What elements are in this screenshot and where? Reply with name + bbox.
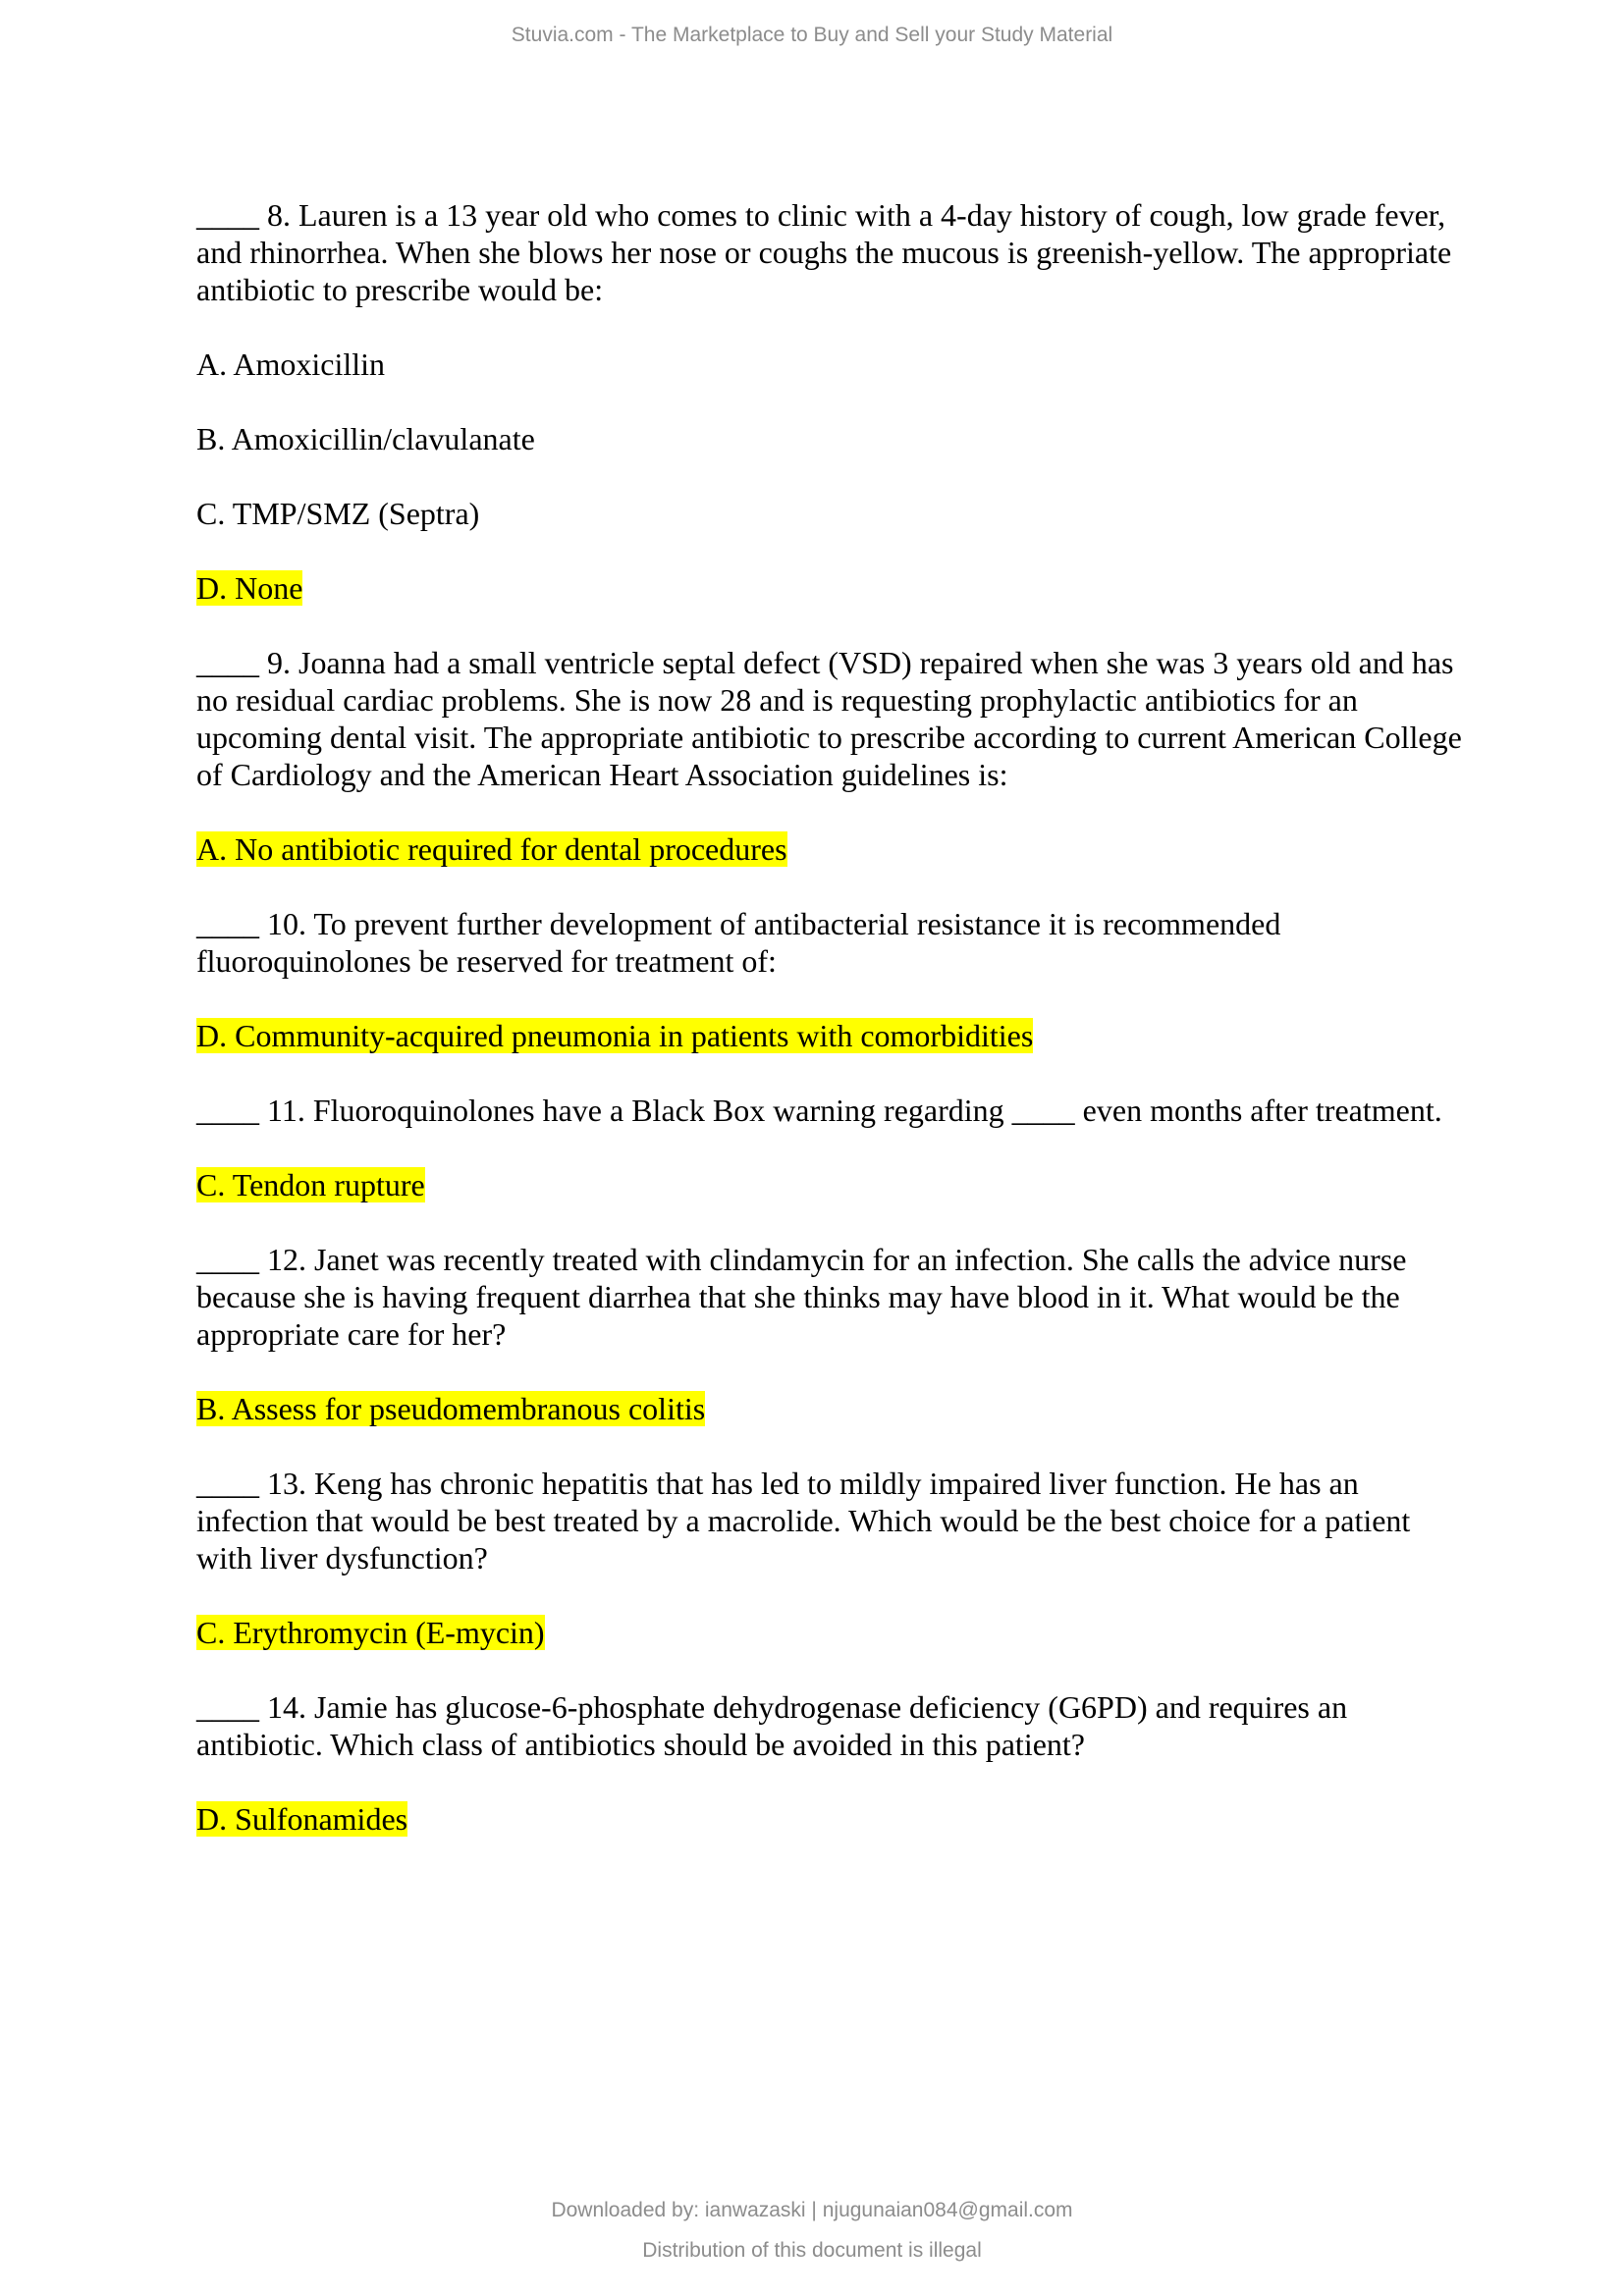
question-block xyxy=(196,905,1473,1054)
question-block xyxy=(196,1465,1473,1651)
correct-answer xyxy=(196,1614,1473,1651)
highlighted-answer-text: D. None xyxy=(196,570,303,606)
correct-answer xyxy=(196,1017,1473,1054)
question-block xyxy=(196,1092,1473,1203)
answer-option xyxy=(196,495,1473,532)
highlighted-answer-text: C. Erythromycin (E-mycin) xyxy=(196,1615,545,1650)
question-text: ____ 13. Keng has chronic hepatitis that has led to mildly impaired liver function. He has an infection that would be best treated by a macrolide. Which would be the best choice for a patient with liver dysfunction? xyxy=(196,1466,1411,1575)
correct-answer xyxy=(196,1166,1473,1203)
answer-option xyxy=(196,420,1473,457)
option-text: A. Amoxicillin xyxy=(196,347,385,382)
option-text: C. TMP/SMZ (Septra) xyxy=(196,496,480,531)
document-body xyxy=(196,196,1473,1838)
question-text: ____ 11. Fluoroquinolones have a Black Box warning regarding ____ even months after treatment. xyxy=(196,1093,1442,1128)
question-text: ____ 9. Joanna had a small ventricle septal defect (VSD) repaired when she was 3 years old and has no residual cardiac problems. She is now 28 and is requesting prophylactic antibiotics for an upcoming dental visit. The appropriate antibiotic to prescribe according to current American College of Cardiology and the American Heart Association guidelines is: xyxy=(196,645,1462,792)
downloaded-by-footer: Downloaded by: ianwazaski | njugunaian084@gmail.com xyxy=(551,2199,1073,2221)
correct-answer xyxy=(196,569,1473,607)
correct-answer xyxy=(196,1390,1473,1427)
question-block xyxy=(196,1241,1473,1427)
question-text: ____ 10. To prevent further development of antibacterial resistance it is recommended fluoroquinolones be reserved for treatment of: xyxy=(196,906,1281,979)
answer-option xyxy=(196,346,1473,383)
distribution-notice: Distribution of this document is illegal xyxy=(642,2239,982,2262)
question-block xyxy=(196,196,1473,607)
highlighted-answer-text: C. Tendon rupture xyxy=(196,1167,425,1202)
question-block xyxy=(196,644,1473,868)
page-header: Stuvia.com - The Marketplace to Buy and Sell your Study Material xyxy=(511,24,1113,46)
question-text: ____ 12. Janet was recently treated with clindamycin for an infection. She calls the advice nurse because she is having frequent diarrhea that she thinks may have blood in it. What would be the appropriate care for her? xyxy=(196,1242,1407,1352)
question-text: ____ 14. Jamie has glucose-6-phosphate dehydrogenase deficiency (G6PD) and requires an antibiotic. Which class of antibiotics should be avoided in this patient? xyxy=(196,1689,1348,1762)
question-block xyxy=(196,1688,1473,1838)
correct-answer xyxy=(196,830,1473,868)
highlighted-answer-text: D. Community-acquired pneumonia in patients with comorbidities xyxy=(196,1018,1034,1053)
highlighted-answer-text: A. No antibiotic required for dental procedures xyxy=(196,831,787,867)
highlighted-answer-text: B. Assess for pseudomembranous colitis xyxy=(196,1391,706,1426)
highlighted-answer-text: D. Sulfonamides xyxy=(196,1801,408,1837)
question-text: ____ 8. Lauren is a 13 year old who comes to clinic with a 4-day history of cough, low grade fever, and rhinorrhea. When she blows her nose or coughs the mucous is greenish-yellow. The appropriate antibiotic to prescribe would be: xyxy=(196,197,1452,307)
option-text: B. Amoxicillin/clavulanate xyxy=(196,421,535,456)
correct-answer xyxy=(196,1800,1473,1838)
